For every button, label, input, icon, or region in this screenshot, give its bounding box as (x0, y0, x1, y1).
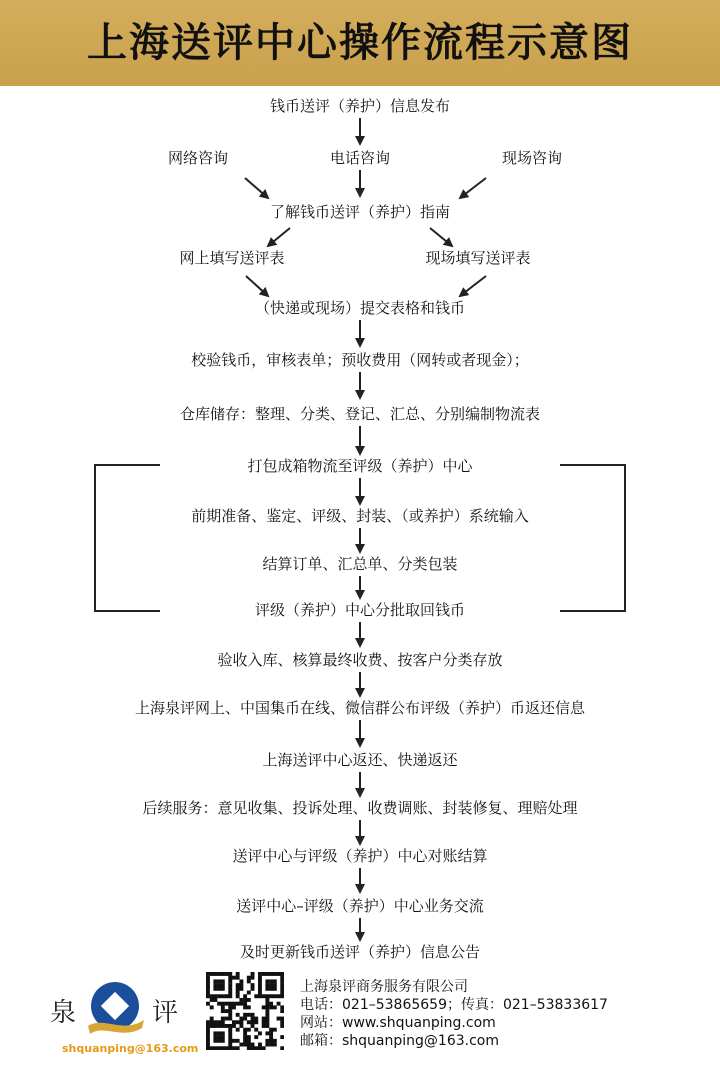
company-name: 上海泉评商务服务有限公司 (300, 979, 468, 995)
arrow-n3-n4b (430, 228, 452, 246)
logo-char-right: 评 (152, 998, 179, 1028)
flow-step-reconcile: 送评中心与评级（养护）中心对账结算 (232, 847, 488, 865)
logo-char-left: 泉 (50, 998, 77, 1028)
right-bracket (560, 465, 625, 611)
left-bracket (95, 465, 160, 611)
arrow-n4a-n5 (246, 276, 268, 296)
flow-step-exchange: 送评中心–评级（养护）中心业务交流 (236, 897, 484, 915)
flow-step-return: 上海送评中心返还、快递返还 (262, 751, 458, 769)
flow-step-update-notice: 及时更新钱币送评（养护）信息公告 (239, 943, 481, 961)
arrow-n4b-n5 (460, 276, 486, 296)
flow-step-understand-guide: 了解钱币送评（养护）指南 (269, 203, 451, 221)
arrow-n2c-n3 (460, 178, 486, 198)
flow-step-after-service: 后续服务：意见收集、投诉处理、收费调账、封装修复、理赔处理 (142, 799, 578, 817)
company-info (300, 978, 608, 1050)
flow-step-retrieve: 评级（养护）中心分批取回钱币 (254, 601, 466, 619)
company-logo (48, 972, 199, 1056)
company-email: 邮箱：shquanping@163.com (300, 1033, 499, 1049)
flow-step-online-form: 网上填写送评表 (179, 249, 285, 267)
flow-step-phone-inquiry: 电话咨询 (329, 149, 391, 167)
arrow-n2a-n3 (245, 178, 268, 198)
flow-step-grading: 前期准备、鉴定、评级、封装、（或养护）系统输入 (191, 507, 529, 525)
flow-step-pack-ship: 打包成箱物流至评级（养护）中心 (247, 457, 473, 475)
flow-step-storage: 仓库储存：整理、分类、登记、汇总、分别编制物流表 (179, 405, 541, 423)
flow-step-info-release: 钱币送评（养护）信息发布 (269, 97, 451, 115)
flow-step-check-in: 验收入库、核算最终收费、按客户分类存放 (217, 651, 503, 669)
flow-step-verify: 校验钱币，审核表单；预收费用（网转或者现金）； (191, 351, 529, 369)
flow-step-onsite-inquiry: 现场咨询 (501, 149, 563, 167)
flow-step-settle-orders: 结算订单、汇总单、分类包装 (262, 555, 458, 573)
qr-code-icon (206, 972, 284, 1050)
arrow-n3-n4a (268, 228, 290, 246)
flow-step-onsite-form: 现场填写送评表 (425, 249, 531, 267)
logo-email: shquanping@163.com (62, 1042, 199, 1055)
company-website: 网站：www.shquanping.com (300, 1015, 496, 1031)
logo-emblem-icon (82, 976, 148, 1042)
flow-step-publish-return: 上海泉评网上、中国集币在线、微信群公布评级（养护）币返还信息 (134, 699, 586, 717)
flow-step-submit: （快递或现场）提交表格和钱币 (254, 299, 466, 317)
company-phone: 电话：021–53865659；传真：021–53833617 (300, 997, 608, 1013)
flow-step-online-inquiry: 网络咨询 (167, 149, 229, 167)
page-title: 上海送评中心操作流程示意图 (87, 20, 633, 66)
